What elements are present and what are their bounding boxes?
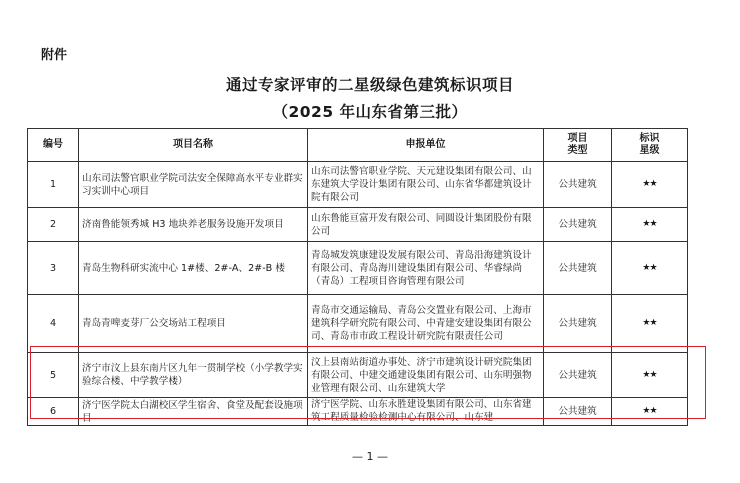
row-applicant: 济宁医学院、山东永胜建设集团有限公司、山东省建筑工程质量检验检测中心有限公司、山东建 (308, 398, 544, 426)
row-no: 5 (28, 353, 79, 398)
row-stars: ★★ (612, 295, 688, 353)
row-no: 1 (28, 162, 79, 208)
header-applicant: 申报单位 (308, 129, 544, 162)
table-header-row (28, 129, 688, 162)
row-applicant: 青岛城发筑康建设发展有限公司、青岛沿海建筑设计有限公司、青岛海川建设集团有限公司、华睿绿尚（青岛）工程项目咨询管理有限公司 (308, 242, 544, 295)
row-stars: ★★ (612, 398, 688, 426)
document-title: 通过专家评审的二星级绿色建筑标识项目 (225, 76, 514, 94)
row-stars: ★★ (612, 162, 688, 208)
row-type: 公共建筑 (544, 353, 612, 398)
row-type: 公共建筑 (544, 242, 612, 295)
attachment-label: 附件 (41, 48, 68, 63)
row-type: 公共建筑 (544, 398, 612, 426)
row-project-name: 青岛生物科研实流中心 1#楼、2#-A、2#-B 楼 (79, 242, 308, 295)
header-no: 编号 (28, 129, 79, 162)
header-level: 标识 星级 (612, 129, 688, 162)
project-table (27, 128, 688, 426)
row-project-name: 济南鲁能领秀城 H3 地块养老服务设施开发项目 (79, 208, 308, 242)
table-row (28, 295, 688, 353)
row-applicant: 汶上县南站街道办事处、济宁市建筑设计研究院集团有限公司、中建交通建设集团有限公司、山东明强物业管理有限公司、山东建筑大学 (308, 353, 544, 398)
row-applicant: 山东司法警官职业学院、天元建设集团有限公司、山东建筑大学设计集团有限公司、山东省华都建筑设计院有限公司 (308, 162, 544, 208)
table-row (28, 162, 688, 208)
table-row (28, 353, 688, 398)
table-row (28, 242, 688, 295)
row-project-name: 青岛青啤麦芽厂公交场站工程项目 (79, 295, 308, 353)
row-stars: ★★ (612, 242, 688, 295)
row-no: 4 (28, 295, 79, 353)
row-stars: ★★ (612, 208, 688, 242)
page-number: — 1 — (352, 450, 388, 463)
header-type: 项目 类型 (544, 129, 612, 162)
row-applicant: 山东鲁能亘富开发有限公司、同圆设计集团股份有限公司 (308, 208, 544, 242)
row-no: 6 (28, 398, 79, 426)
document-subtitle: （2025 年山东省第三批） (272, 103, 468, 121)
row-no: 2 (28, 208, 79, 242)
row-project-name: 山东司法警官职业学院司法安全保障高水平专业群实习实训中心项目 (79, 162, 308, 208)
row-project-name: 济宁医学院太白湖校区学生宿舍、食堂及配套设施项目 (79, 398, 308, 426)
row-type: 公共建筑 (544, 208, 612, 242)
row-type: 公共建筑 (544, 295, 612, 353)
row-stars: ★★ (612, 353, 688, 398)
row-type: 公共建筑 (544, 162, 612, 208)
header-name: 项目名称 (79, 129, 308, 162)
table-row (28, 208, 688, 242)
table-row (28, 398, 688, 426)
row-project-name: 济宁市汶上县东南片区九年一贯制学校（小学教学实验综合楼、中学教学楼） (79, 353, 308, 398)
row-applicant: 青岛市交通运输局、青岛公交置业有限公司、上海市建筑科学研究院有限公司、中青建安建设集团有限公司、青岛市市政工程设计研究院有限责任公司 (308, 295, 544, 353)
row-no: 3 (28, 242, 79, 295)
